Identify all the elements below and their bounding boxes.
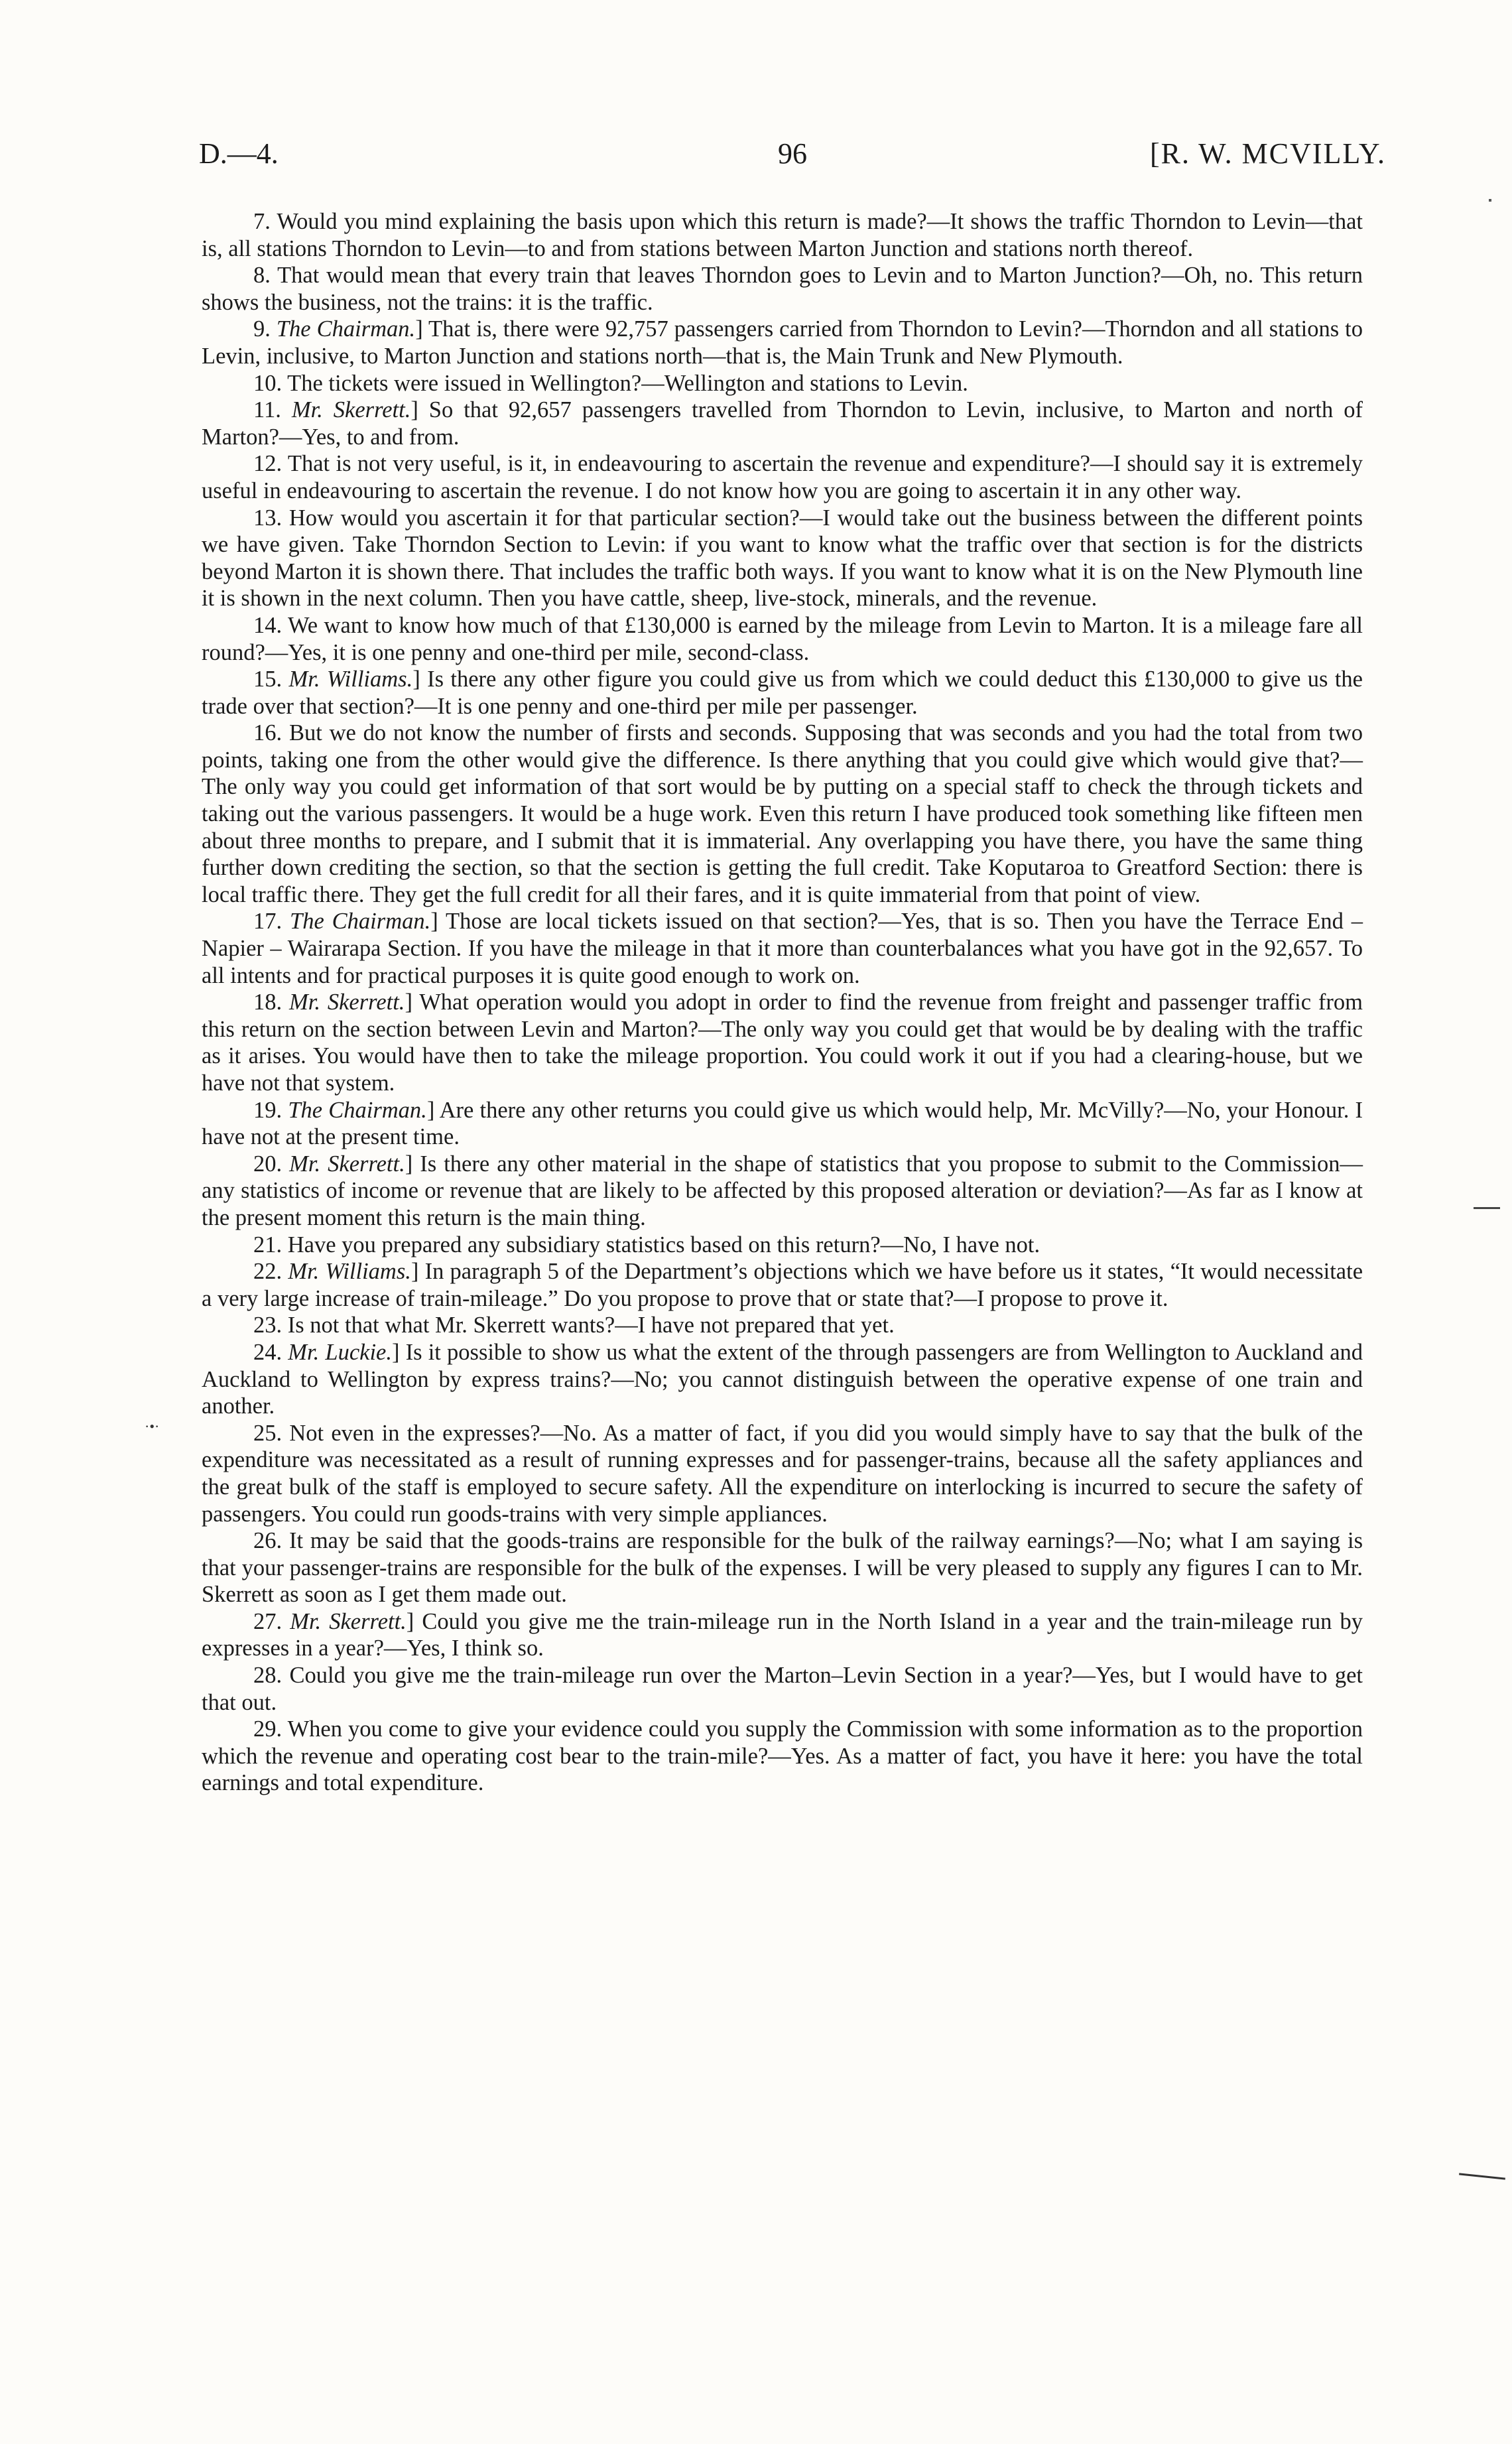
question-text: What operation would you adopt in order to find the revenue from freight and passenger traffic from this return on the section between Levin and Marton?—The only way you could get that would be by dealing with the traffic as it arises. You would have then to take the mileage proportion. You could work it out if you had a clearing-house, but we have not that system. [202,990,1363,1096]
question-paragraph [202,1527,1363,1608]
question-text: In paragraph 5 of the Department’s objections which we have before us it states, “It would necessitate a very large increase of train-mileage.” Do you propose to prove that or state that?—I propose to prove it. [202,1259,1363,1311]
question-number: 21. [253,1232,288,1257]
question-number: 15. [253,667,289,692]
question-number: 10. [253,370,288,396]
question-text: That would mean that every train that leaves Thorndon goes to Levin and to Marton Junction?—Oh, no. This return shows the business, not the trains: it is the traffic. [202,263,1363,315]
document-reference: D.—4. [199,137,279,170]
speaker-name: Mr. Luckie. [288,1339,392,1365]
question-number: 17. [253,909,290,934]
question-text: It may be said that the goods-trains are responsible for the bulk of the railway earnings?—No; what I am saying is that your passenger-trains are responsible for the bulk of the expenses. I will be very pleased to supply any figures I can to Mr. Skerrett as soon as I get them made out. [202,1528,1363,1608]
margin-mark [1489,199,1491,202]
question-number: 9. [253,316,277,342]
question-text: Would you mind explaining the basis upon which this return is made?—It shows the traffic Thorndon to Levin—that is, all stations Thorndon to Levin—to and from stations between Marton Junction and stations north thereof. [202,209,1363,261]
question-number: 25. [253,1420,290,1446]
question-text: Could you give me the train-mileage run over the Marton–Levin Section in a year?—Yes, but I would have to get that out. [202,1663,1363,1715]
question-paragraph [202,208,1363,262]
question-paragraph: 27. Mr. Skerrett.] Could you give me the train-mileage run in the North Island in a year and the train-mileage run by expresses in a year?—Yes, I think so. [202,1608,1363,1661]
question-paragraph: 20. Mr. Skerrett.] Is there any other material in the shape of statistics that you propose to submit to the Commission—any statistics of income or revenue that are likely to be affected by this proposed alteration or deviation?—As far as I know at the present moment this return is the main thing. [202,1151,1363,1230]
question-number: 11. [253,397,292,423]
question-paragraph: 24. Mr. Luckie.] Is it possible to show us what the extent of the through passengers are from Wellington to Auckland and Auckland to Wellington by express trains?—No; you cannot distinguish between the operative expense of one train and another. [202,1339,1363,1419]
speaker-name: Mr. Williams. [288,1259,411,1285]
question-text: Is it possible to show us what the extent of the through passengers are from Wellington to Auckland and Auckland to Wellington by express trains?—No; you cannot distinguish between the operative expense of one train and another. [202,1339,1363,1419]
question-paragraph: 11. Mr. Skerrett.] So that 92,657 passengers travelled from Thorndon to Levin, inclusive, to Marton and north of Marton?—Yes, to and from. [202,397,1363,450]
question-paragraph [202,262,1363,316]
question-text: We want to know how much of that £130,000 is earned by the mileage from Levin to Marton. It is a mileage fare all round?—Yes, it is one penny and one-third per mile, second-class. [202,612,1363,665]
page-number: 96 [778,137,807,170]
page-header [199,137,1386,176]
speaker-name: Mr. Williams. [288,667,413,692]
question-text: That is, there were 92,757 passengers carried from Thorndon to Levin?—Thorndon and all stations to Levin, inclusive, to Marton Junction and stations north—that is, the Main Trunk and New Plymouth. [202,316,1363,369]
question-paragraph [202,612,1363,666]
question-number: 23. [253,1313,288,1338]
question-paragraph [202,1420,1363,1527]
question-paragraph: 18. Mr. Skerrett.] What operation would you adopt in order to find the revenue from freight and passenger traffic from this return on the section between Levin and Marton?—The only way you could get that would be by dealing with the traffic as it arises. You would have then to take the mileage proportion. You could work it out if you had a clearing-house, but we have not that system. [202,990,1363,1096]
question-paragraph [202,1312,1363,1339]
question-text: Is there any other figure you could give us from which we could deduct this £130,000 to give us the trade over that section?—It is one penny and one-third per mile per passenger. [202,667,1363,719]
speaker-name: The Chairman. [290,909,431,934]
question-text: Could you give me the train-mileage run in the North Island in a year and the train-mileage run by expresses in a year?—Yes, I think so. [202,1608,1363,1661]
question-number: 18. [253,990,290,1015]
question-number: 16. [253,720,289,746]
question-number: 22. [253,1259,288,1285]
question-paragraph: 15. Mr. Williams.] Is there any other figure you could give us from which we could deduct this £130,000 to give us the trade over that section?—It is one penny and one-third per mile per passenger. [202,667,1363,719]
question-paragraph: 19. The Chairman.] Are there any other returns you could give us which would help, Mr. McVilly?—No, your Honour. I have not at the present time. [202,1097,1363,1150]
speaker-name: Mr. Skerrett. [291,397,411,423]
speaker-name: The Chairman. [276,316,416,342]
margin-mark [1474,1207,1500,1209]
question-text: But we do not know the number of firsts and seconds. Supposing that was seconds and you had the total from two points, taking one from the other would give the difference. Is there anything that you could give which would give that?—The only way you could get information of that sort would be by putting on a special staff to check the through tickets and taking out the various passengers. It would be a huge work. Even this return I have produced took something like fifteen men about three months to prepare, and I submit that it is immaterial. Any overlapping you have there, you have the same thing further down crediting the section, so that the section is getting the full credit. Take Koputaroa to Greatford Section: there is local traffic there. They get the full credit for all their fares, and it is quite immaterial from that point of view. [202,720,1363,907]
question-text: How would you ascertain it for that particular section?—I would take out the business between the different points we have given. Take Thorndon Section to Levin: if you want to know what the traffic over that section is for the districts beyond Marton it is shown there. That includes the traffic both ways. If you want to know what it is on the New Plymouth line it is shown in the next column. Then you have cattle, sheep, live-stock, minerals, and the revenue. [202,505,1363,611]
question-number: 27. [253,1608,290,1634]
speaker-name: Mr. Skerrett. [290,1608,407,1634]
question-paragraph [202,370,1363,397]
question-number: 24. [253,1339,288,1365]
margin-mark: ·•· [145,1418,160,1435]
question-text: Not even in the expresses?—No. As a matter of fact, if you did you would simply have to say that the bulk of the expenditure was necessitated as a result of running expresses and for passenger-trains, because all the safety appliances and the great bulk of the staff is employed to secure safety. All the expenditure on interlocking is incurred to secure the safety of passengers. You could run goods-trains with very simple appliances. [202,1420,1363,1527]
question-text: That is not very useful, is it, in endeavouring to ascertain the revenue and expenditure?—I should say it is extremely useful in endeavouring to ascertain the revenue. I do not know how you are going to ascertain it in any other way. [202,451,1363,503]
speaker-name: Mr. Skerrett. [289,1151,405,1177]
question-number: 8. [253,263,278,289]
question-number: 28. [253,1663,290,1689]
speaker-name: Mr. Skerrett. [289,990,405,1015]
witness-name: [R. W. MCVILLY. [1149,137,1386,170]
margin-mark [1459,2173,1505,2179]
question-paragraph [202,720,1363,908]
question-paragraph [202,450,1363,504]
question-text: So that 92,657 passengers travelled from Thorndon to Levin, inclusive, to Marton and north of Marton?—Yes, to and from. [202,397,1363,450]
question-text: When you come to give your evidence could you supply the Commission with some information as to the proportion which the revenue and operating cost bear to the train-mile?—Yes. As a matter of fact, you have it here: you have the total earnings and total expenditure. [202,1716,1363,1796]
question-number: 20. [253,1151,290,1177]
question-text: Have you prepared any subsidiary statistics based on this return?—No, I have not. [287,1232,1040,1257]
question-number: 14. [253,612,288,638]
question-text: Those are local tickets issued on that section?—Yes, that is so. Then you have the Terrace End – Napier – Wairarapa Section. If you have the mileage in that it more than counterbalances what you have got in the 92,657. To all intents and for practical purposes it is quite good enough to work on. [202,909,1363,988]
question-paragraph: 9. The Chairman.] That is, there were 92,757 passengers carried from Thorndon to Levin?—Thorndon and all stations to Levin, inclusive, to Marton Junction and stations north—that is, the Main Trunk and New Plymouth. [202,316,1363,369]
question-text: Are there any other returns you could give us which would help, Mr. McVilly?—No, your Honour. I have not at the present time. [202,1097,1363,1150]
question-paragraph: 17. The Chairman.] Those are local tickets issued on that section?—Yes, that is so. Then you have the Terrace End – Napier – Wairarapa Section. If you have the mileage in that it more than counterbalances what you have got in the 92,657. To all intents and for practical purposes it is quite good enough to work on. [202,909,1363,988]
question-number: 29. [253,1716,288,1742]
speaker-name: The Chairman. [288,1097,427,1123]
question-paragraph [202,1662,1363,1716]
question-number: 13. [253,505,289,531]
question-paragraph [202,1716,1363,1797]
question-text: The tickets were issued in Wellington?—Wellington and stations to Levin. [287,370,968,396]
question-number: 7. [253,209,277,234]
question-text: Is not that what Mr. Skerrett wants?—I have not prepared that yet. [287,1313,895,1338]
transcript-body [202,208,1363,1797]
question-number: 12. [253,451,288,477]
question-text: Is there any other material in the shape of statistics that you propose to submit to the Commission—any statistics of income or revenue that are likely to be affected by this proposed alteration or deviation?—As far as I know at the present moment this return is the main thing. [202,1151,1363,1230]
question-number: 19. [253,1097,288,1123]
question-paragraph: 22. Mr. Williams.] In paragraph 5 of the Department’s objections which we have before us it states, “It would necessitate a very large increase of train-mileage.” Do you propose to prove that or state that?—I propose to prove it. [202,1259,1363,1311]
question-paragraph [202,505,1363,612]
question-paragraph [202,1232,1363,1259]
question-number: 26. [253,1528,289,1554]
